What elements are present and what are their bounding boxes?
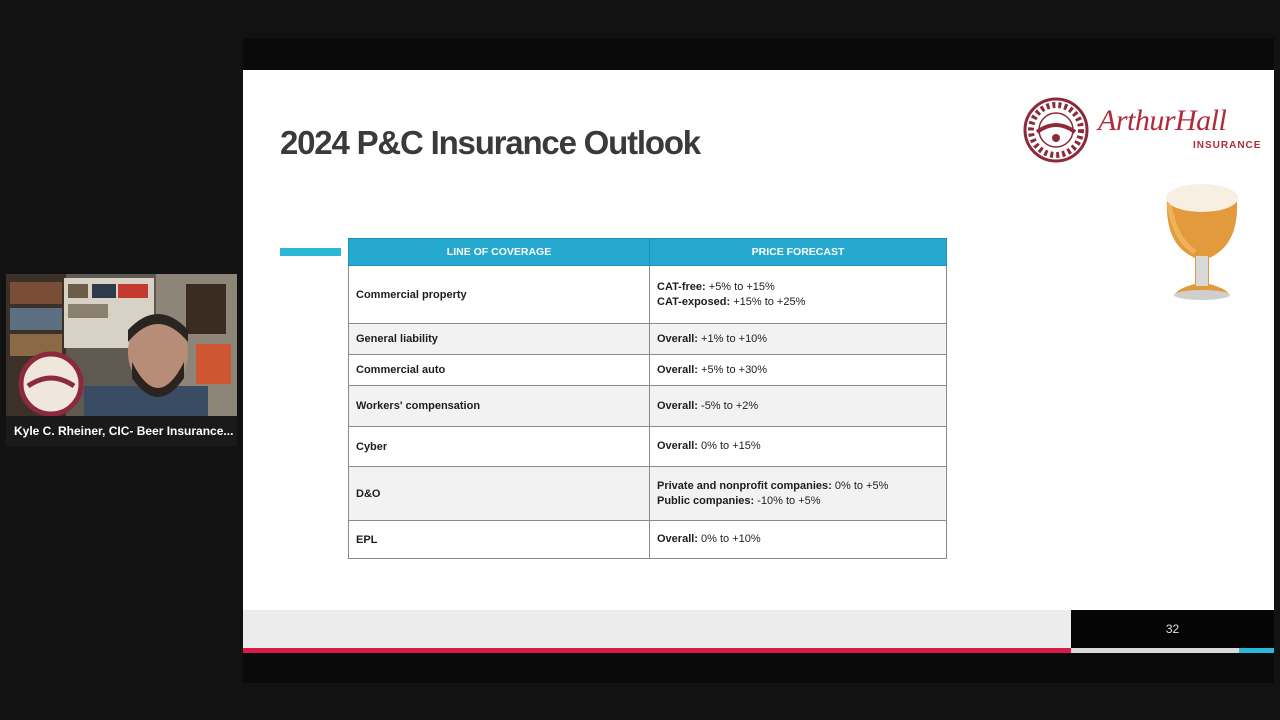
page-number: 32	[1165, 622, 1180, 636]
coverage-line-cell: D&O	[349, 467, 650, 521]
coverage-line-cell: Commercial property	[349, 266, 650, 324]
participant-name-bar	[6, 416, 237, 446]
column-header-line-of-coverage: LINE OF COVERAGE	[349, 239, 650, 266]
coverage-line-cell: EPL	[349, 521, 650, 559]
forecast-label: Overall:	[657, 332, 698, 345]
coverage-line-cell: General liability	[349, 324, 650, 355]
coverage-forecast-table	[348, 238, 947, 559]
forecast-value: -10% to +5%	[757, 494, 821, 507]
craft-brewing-seal-icon	[1021, 96, 1091, 164]
page-number-box	[1071, 610, 1274, 648]
slide-footer-bar	[243, 610, 1071, 648]
forecast-cell	[650, 467, 947, 521]
forecast-cell	[650, 324, 947, 355]
forecast-label: Overall:	[657, 440, 698, 452]
presentation-slide	[243, 70, 1274, 653]
forecast-value: +15% to +25%	[733, 295, 806, 308]
forecast-label: Public companies:	[657, 494, 755, 507]
arthur-hall-logo	[1021, 96, 1271, 164]
table-row	[349, 355, 947, 386]
forecast-label: Overall:	[657, 363, 698, 376]
screen-share-stage	[243, 38, 1274, 683]
participant-video-tile[interactable]	[6, 274, 237, 446]
participant-name: Kyle C. Rheiner, CIC- Beer Insurance...	[14, 424, 234, 438]
forecast-cell	[650, 355, 947, 386]
title-accent-bar	[280, 248, 341, 256]
coverage-line-cell: Workers' compensation	[349, 386, 650, 427]
forecast-label: CAT-free:	[657, 280, 706, 293]
forecast-value: +1% to +10%	[701, 332, 768, 345]
forecast-label: Overall:	[657, 399, 698, 412]
brand-subtitle: INSURANCE	[1193, 140, 1262, 151]
table-row	[349, 324, 947, 355]
forecast-cell	[650, 427, 947, 467]
forecast-value: 0% to +15%	[701, 440, 761, 452]
brand-name: ArthurHall	[1098, 104, 1227, 137]
slide-footer-red-line	[243, 648, 1071, 653]
page-progress-accent	[1239, 648, 1274, 653]
forecast-cell	[650, 386, 947, 427]
forecast-value: 0% to +10%	[701, 533, 761, 545]
forecast-label: CAT-exposed:	[657, 295, 731, 308]
participant-camera-feed	[6, 274, 237, 416]
beer-glass-icon	[1161, 180, 1243, 310]
table-row	[349, 467, 947, 521]
table-row	[349, 386, 947, 427]
page-progress-track	[1071, 648, 1239, 653]
forecast-cell	[650, 266, 947, 324]
forecast-value: -5% to +2%	[701, 399, 759, 412]
coverage-line-cell: Cyber	[349, 427, 650, 467]
column-header-price-forecast: PRICE FORECAST	[650, 239, 947, 266]
forecast-label: Overall:	[657, 533, 698, 545]
coverage-line-cell: Commercial auto	[349, 355, 650, 386]
forecast-value: +5% to +30%	[701, 363, 768, 376]
table-row	[349, 427, 947, 467]
forecast-value: +5% to +15%	[708, 280, 775, 293]
table-header-row	[349, 239, 947, 266]
forecast-label: Private and nonprofit companies:	[657, 479, 832, 492]
slide-title: 2024 P&C Insurance Outlook	[280, 124, 700, 161]
table-row	[349, 266, 947, 324]
table-row	[349, 521, 947, 559]
forecast-cell	[650, 521, 947, 559]
forecast-value: 0% to +5%	[834, 479, 889, 492]
